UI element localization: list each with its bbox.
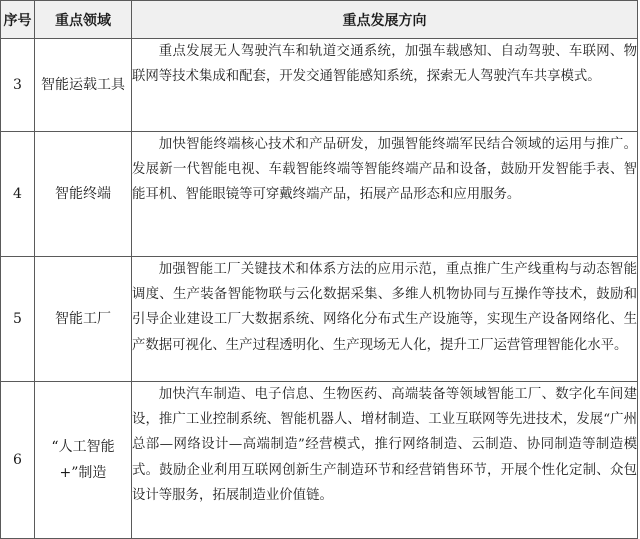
row-direction: 加快汽车制造、电子信息、生物医药、高端装备等领域智能工厂、数字化车间建设，推广工业控制系统、智能机器人、增材制造、工业互联网等先进技术，发展“广州总部—网络设计—高端制造”经营模式，推行网络制造、云制造、协同制造等制造模式。鼓励企业利用互联网创新生产制造环节和经营销售环节，开展个性化定制、众包设计等服务，拓展制造业价值链。 — [132, 382, 638, 539]
row-num: 5 — [1, 257, 35, 382]
table-row — [1, 39, 638, 132]
row-field: 智能工厂 — [35, 257, 132, 382]
row-direction: 加强智能工厂关键技术和体系方法的应用示范，重点推广生产线重构与动态智能调度、生产装备智能物联与云化数据采集、多维人机物协同与互操作等技术，鼓励和引导企业建设工厂大数据系统、网络化分布式生产设施等，实现生产设备网络化、生产数据可视化、生产过程透明化、生产现场无人化，提升工厂运营管理智能化水平。 — [132, 257, 638, 382]
table-row — [1, 132, 638, 257]
table-row — [1, 382, 638, 539]
row-field: 智能终端 — [35, 132, 132, 257]
row-num: 4 — [1, 132, 35, 257]
row-field: “人工智能+”制造 — [35, 382, 132, 539]
row-direction: 重点发展无人驾驶汽车和轨道交通系统，加强车载感知、自动驾驶、车联网、物联网等技术集成和配套，开发交通智能感知系统，探索无人驾驶汽车共享模式。 — [132, 39, 638, 132]
row-num: 3 — [1, 39, 35, 132]
table-header-row — [1, 1, 638, 39]
header-direction: 重点发展方向 — [132, 1, 638, 39]
header-field: 重点领域 — [35, 1, 132, 39]
row-num: 6 — [1, 382, 35, 539]
row-direction: 加快智能终端核心技术和产品研发，加强智能终端军民结合领域的运用与推广。发展新一代智能电视、车载智能终端等智能终端产品和设备，鼓励开发智能手表、智能耳机、智能眼镜等可穿戴终端产品，拓展产品形态和应用服务。 — [132, 132, 638, 257]
table-row — [1, 257, 638, 382]
header-num: 序号 — [1, 1, 35, 39]
row-field: 智能运载工具 — [35, 39, 132, 132]
